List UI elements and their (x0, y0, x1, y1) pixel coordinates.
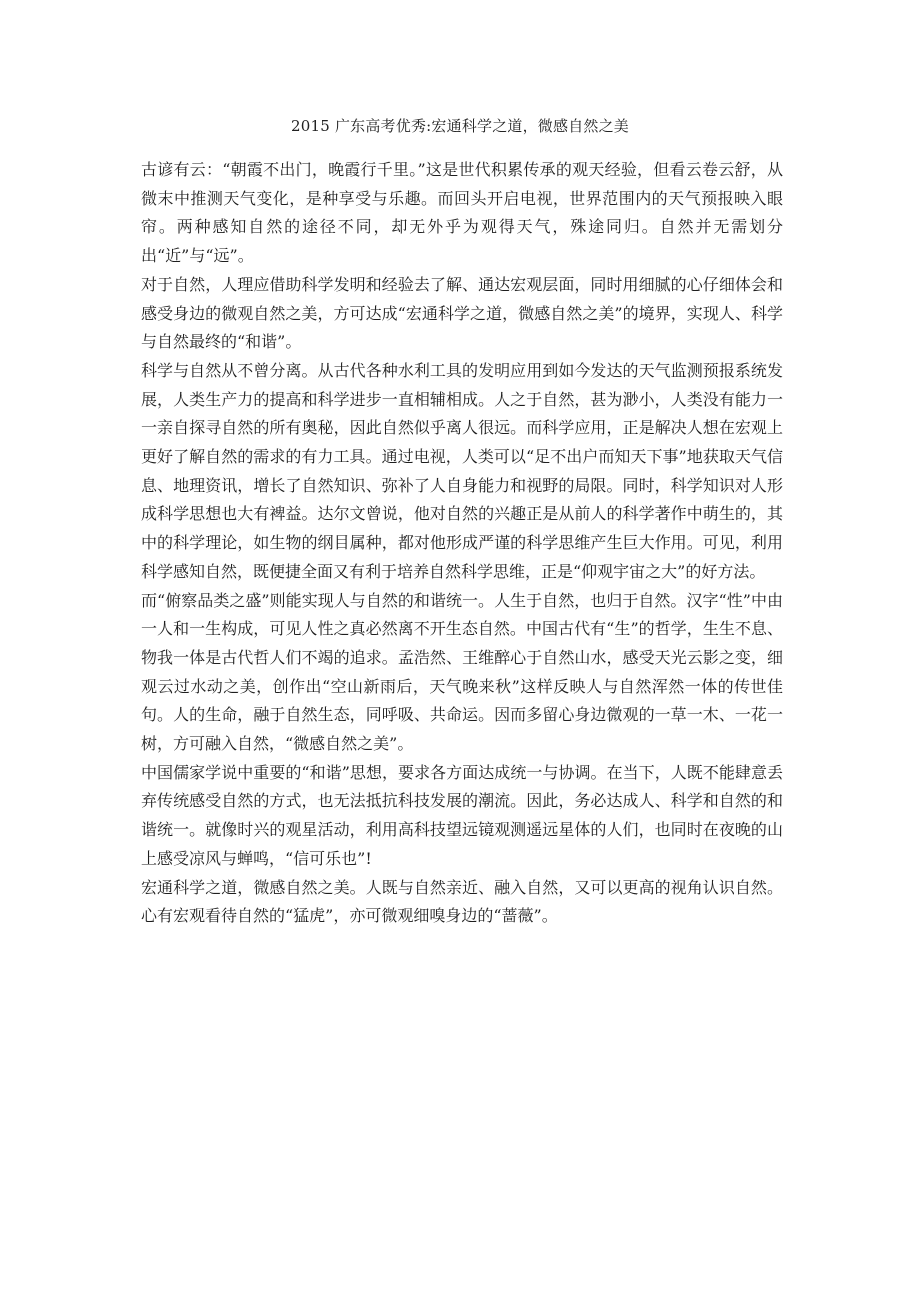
paragraph-6: 宏通科学之道，微感自然之美。人既与自然亲近、融入自然，又可以更高的视角认识自然。心有宏观看待自然的“猛虎”，亦可微观细嗅身边的“蔷薇”。 (141, 877, 783, 926)
paragraph-2: 对于自然，人理应借助科学发明和经验去了解、通达宏观层面，同时用细腻的心仔细体会和感受身边的微观自然之美，方可达成“宏通科学之道，微感自然之美”的境界，实现人、科学与自然最终的“和谐”。 (141, 274, 783, 352)
paragraph-1: 古谚有云：“朝霞不出门，晚霞行千里。”这是世代积累传承的观天经验，但看云卷云舒，从微末中推测天气变化，是种享受与乐趣。而回头开启电视，世界范围内的天气预报映入眼帘。两种感知自然的途径不同，却无外乎为观得天气，殊途同归。自然并无需划分出“近”与“远”。 (141, 160, 783, 266)
paragraph-4: 而“俯察品类之盛”则能实现人与自然的和谐统一。人生于自然，也归于自然。汉字“性”中由一人和一生构成，可见人性之真必然离不开生态自然。中国古代有“生”的哲学，生生不息、物我一体是古代哲人们不竭的追求。孟浩然、王维醉心于自然山水，感受天光云影之变，细观云过水动之美，创作出“空山新雨后，天气晚来秋”这样反映人与自然浑然一体的传世佳句。人的生命，融于自然生态，同呼吸、共命运。因而多留心身边微观的一草一木、一花一树，方可融入自然，“微感自然之美”。 (141, 590, 783, 754)
document-body (141, 156, 783, 931)
paragraph-3: 科学与自然从不曾分离。从古代各种水利工具的发明应用到如今发达的天气监测预报系统发展，人类生产力的提高和科学进步一直相辅相成。人之于自然，甚为渺小，人类没有能力一一亲自探寻自然的所有奥秘，因此自然似乎离人很远。而科学应用，正是解决人想在宏观上更好了解自然的需求的有力工具。通过电视，人类可以“足不出户而知天下事”地获取天气信息、地理资讯，增长了自然知识、弥补了人自身能力和视野的局限。同时，科学知识对人形成科学思想也大有裨益。达尔文曾说，他对自然的兴趣正是从前人的科学著作中萌生的，其中的科学理论，如生物的纲目属种，都对他形成严谨的科学思维产生巨大作用。可见，利用科学感知自然，既便捷全面又有利于培养自然科学思维，正是“仰观宇宙之大”的好方法。 (141, 360, 783, 581)
document-title: 2015 广东高考优秀:宏通科学之道，微感自然之美 (291, 117, 629, 135)
paragraph-5: 中国儒家学说中重要的“和谐”思想，要求各方面达成统一与协调。在当下，人既不能肆意丢弃传统感受自然的方式，也无法抵抗科技发展的潮流。因此，务必达成人、科学和自然的和谐统一。就像时兴的观星活动，利用高科技望远镜观测遥远星体的人们，也同时在夜晚的山上感受凉风与蝉鸣，“信可乐也”! (141, 762, 783, 868)
